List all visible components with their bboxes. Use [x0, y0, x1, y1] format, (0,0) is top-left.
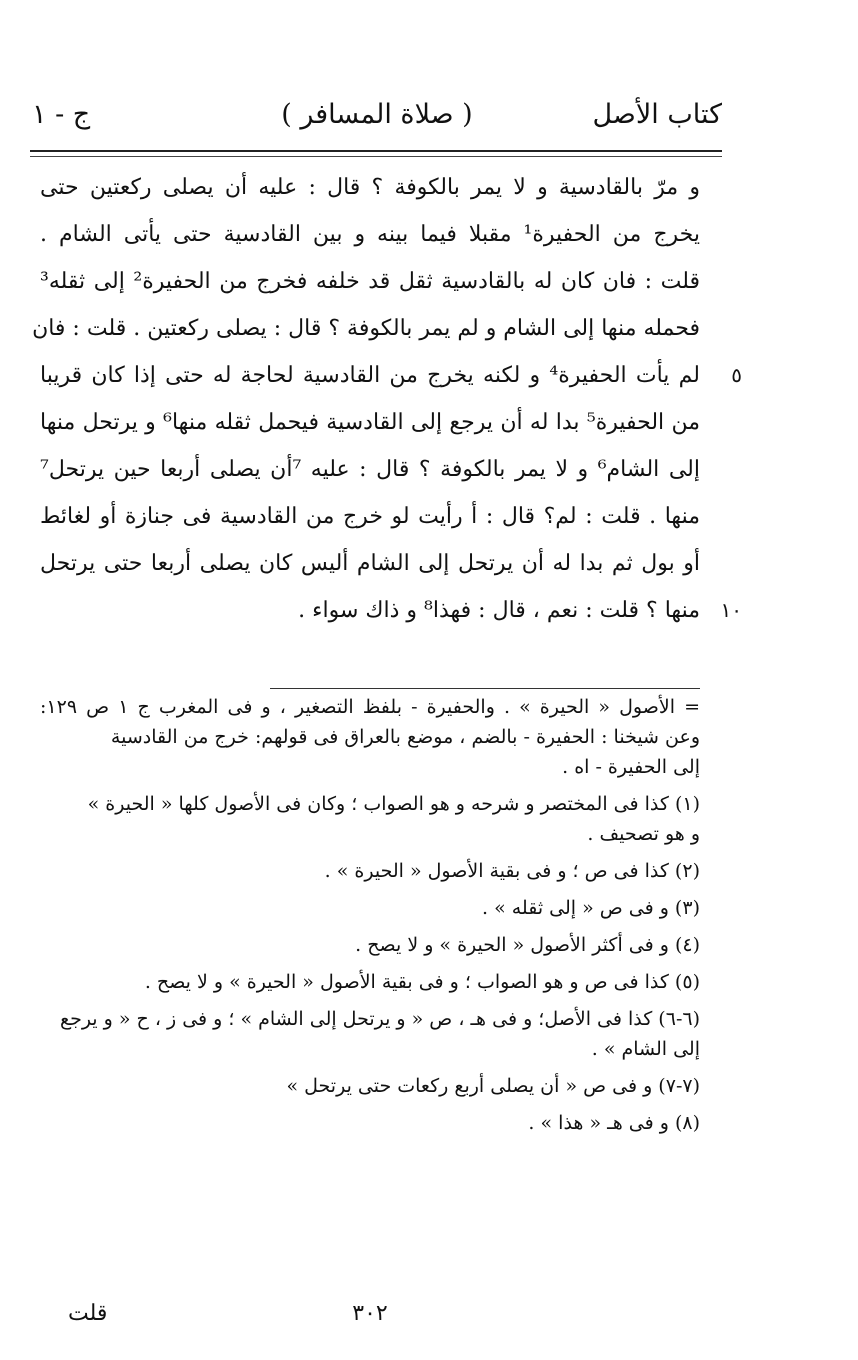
footnote-line: (٣) و فى ص « إلى ثقله » .	[481, 897, 700, 919]
text-line	[40, 446, 700, 493]
chapter-title: ( صلاة المسافر )	[281, 99, 473, 130]
catchword: قلت	[68, 1301, 108, 1326]
text-line-content: يخرج من الحفيرة¹ مقبلا فيما بينه و بين القادسية حتى يأتى الشام .	[40, 222, 700, 247]
text-line-content: منها . قلت : لم؟ قال : أ رأيت لو خرج من القادسية فى جنازة أو لغائط	[40, 504, 700, 529]
text-line-content: فحمله منها إلى الشام و لم يمر بالكوفة ؟ قال : يصلى ركعتين . قلت : فان	[32, 316, 700, 341]
footnote-line: = الأصول « الحيرة » . والحفيرة - بلفظ التصغير ، و فى المغرب ج ١ ص ١٢٩:	[40, 696, 700, 718]
text-line-content: إلى الشام⁶ و لا يمر بالكوفة ؟ قال : عليه ⁷أن يصلى أربعا حين يرتحل⁷	[40, 457, 700, 482]
header-rule-thin	[30, 156, 722, 157]
text-line	[40, 352, 742, 399]
text-line	[40, 540, 700, 587]
text-line	[40, 258, 700, 305]
footnote-line: وعن شيخنا : الحفيرة - بالضم ، موضع بالعراق فى قولهم: خرج من القادسية	[110, 726, 700, 748]
line-number: ١٠	[720, 598, 742, 622]
line-number: ٥	[731, 363, 742, 387]
text-line	[40, 493, 700, 540]
text-line-content: من الحفيرة⁵ بدا له أن يرجع إلى القادسية فيحمل ثقله منها⁶ و يرتحل منها	[40, 410, 700, 435]
page-number: ٣٠٢	[352, 1301, 388, 1326]
text-line	[40, 211, 700, 258]
page-footer	[40, 1294, 700, 1334]
text-line	[40, 587, 742, 634]
footnote-line: إلى الشام » .	[591, 1038, 700, 1060]
text-line	[40, 399, 700, 446]
text-line	[32, 305, 700, 352]
main-text	[32, 164, 742, 634]
footnote-separator	[270, 688, 700, 689]
text-line-content: لم يأت الحفيرة⁴ و لكنه يخرج من القادسية لحاجة له حتى إذا كان قريبا	[40, 363, 700, 388]
header-rule	[30, 150, 722, 152]
footnote-line: (٢) كذا فى ص ؛ و فى بقية الأصول « الحيرة » .	[324, 860, 700, 882]
book-title: كتاب الأصل	[592, 99, 722, 130]
footnote-line: (٤) و فى أكثر الأصول « الحيرة » و لا يصح .	[355, 934, 700, 956]
footnote-line: (٦-٦) كذا فى الأصل؛ و فى هـ ، ص « و يرتحل إلى الشام » ؛ و فى ز ، ح « و يرجع	[59, 1008, 700, 1030]
text-line	[40, 164, 700, 211]
volume-label: ج - ١	[32, 99, 91, 130]
running-header	[32, 92, 722, 138]
text-line-content: أو بول ثم بدا له أن يرتحل إلى الشام أليس كان يصلى أربعا حتى يرتحل	[40, 551, 700, 576]
footnote-line: إلى الحفيرة - اه .	[562, 756, 700, 778]
text-line-content: قلت : فان كان له بالقادسية ثقل قد خلفه فخرج من الحفيرة² إلى ثقله³	[40, 269, 701, 294]
footnote-line: (٥) كذا فى ص و هو الصواب ؛ و فى بقية الأصول « الحيرة » و لا يصح .	[144, 971, 700, 993]
footnote-line: (٧-٧) و فى ص « أن يصلى أربع ركعات حتى يرتحل »	[286, 1075, 700, 1097]
footnote-line: و هو تصحيف .	[587, 823, 700, 845]
footnote-line: (٨) و فى هـ « هذا » .	[528, 1112, 700, 1134]
footnotes	[40, 692, 700, 1138]
footnote-line: (١) كذا فى المختصر و شرحه و هو الصواب ؛ وكان فى الأصول كلها « الحيرة »	[87, 793, 700, 815]
text-line-content: و مرّ بالقادسية و لا يمر بالكوفة ؟ قال : عليه أن يصلى ركعتين حتى	[40, 175, 700, 200]
text-line-content: منها ؟ قلت : نعم ، قال : فهذا⁸ و ذاك سواء .	[298, 598, 700, 623]
